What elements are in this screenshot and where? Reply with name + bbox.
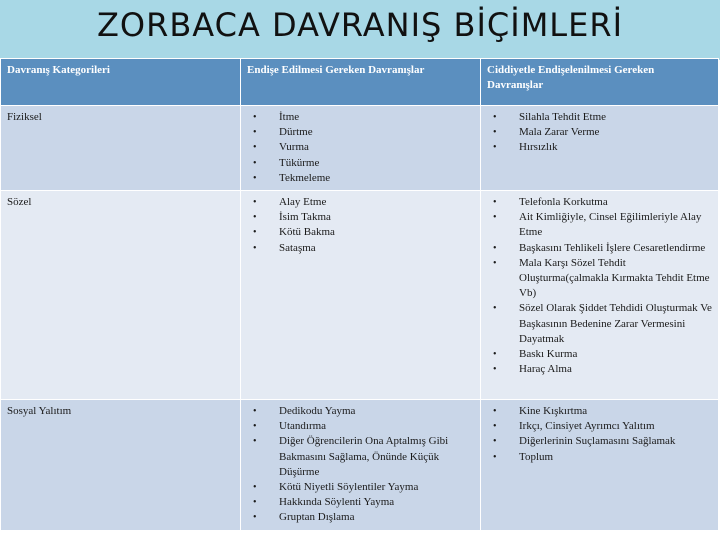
header-category: Davranış Kategorileri [1,59,241,106]
concern-list [247,110,474,186]
table-row [1,400,719,531]
category-cell: Sosyal Yalıtım [1,400,241,531]
list-item: • Diğer Öğrencilerin Ona Aptalmış Gibi Bakmasını Sağlama, Önünde Küçük Düşürme [247,434,474,480]
list-item: • Baskı Kurma [487,347,712,362]
concern-cell [241,106,481,191]
list-item: • Vurma [247,140,474,155]
list-item: • Irkçı, Cinsiyet Ayrımcı Yalıtım [487,419,712,434]
list-item: • Sataşma [247,241,474,256]
serious-cell [481,191,719,400]
list-item: • Haraç Alma [487,362,712,377]
behavior-table [0,58,719,531]
table-row [1,191,719,400]
list-item: • Hırsızlık [487,140,712,155]
list-item: • Sözel Olarak Şiddet Tehdidi Oluşturmak Ve Başkasının Bedenine Zarar Vermesini Dayatmak [487,301,712,347]
serious-cell [481,400,719,531]
list-item: • Kötü Bakma [247,225,474,240]
list-item: • Telefonla Korkutma [487,195,712,210]
list-item: • İtme [247,110,474,125]
serious-list [487,404,712,465]
list-item: • Tükürme [247,156,474,171]
concern-cell [241,400,481,531]
list-item: • Gruptan Dışlama [247,510,474,525]
serious-list [487,195,712,377]
list-item: • Tekmeleme [247,171,474,186]
category-cell: Sözel [1,191,241,400]
list-item: • Alay Etme [247,195,474,210]
serious-list [487,110,712,156]
list-item: • İsim Takma [247,210,474,225]
list-item: • Ait Kimliğiyle, Cinsel Eğilimleriyle Alay Etme [487,210,712,240]
page-title: ZORBACA DAVRANIŞ BİÇİMLERİ [96,6,624,44]
list-item: • Toplum [487,450,712,465]
list-item: • Dedikodu Yayma [247,404,474,419]
table-header-row [1,59,719,106]
category-cell: Fiziksel [1,106,241,191]
list-item: • Mala Karşı Sözel Tehdit Oluşturma(çalmakla Kırmakta Tehdit Etme Vb) [487,256,712,302]
serious-cell [481,106,719,191]
list-item: • Kötü Niyetli Söylentiler Yayma [247,480,474,495]
table-row [1,106,719,191]
concern-list [247,195,474,256]
list-item: • Diğerlerinin Suçlamasını Sağlamak [487,434,712,449]
list-item: • Hakkında Söylenti Yayma [247,495,474,510]
concern-list [247,404,474,526]
concern-cell [241,191,481,400]
list-item: • Silahla Tehdit Etme [487,110,712,125]
list-item: • Dürtme [247,125,474,140]
header-serious: Ciddiyetle Endişelenilmesi Gereken Davranışlar [481,59,719,106]
list-item: • Başkasını Tehlikeli İşlere Cesaretlendirme [487,241,712,256]
header-concern: Endişe Edilmesi Gereken Davranışlar [241,59,481,106]
list-item: • Mala Zarar Verme [487,125,712,140]
list-item: • Utandırma [247,419,474,434]
list-item: • Kine Kışkırtma [487,404,712,419]
